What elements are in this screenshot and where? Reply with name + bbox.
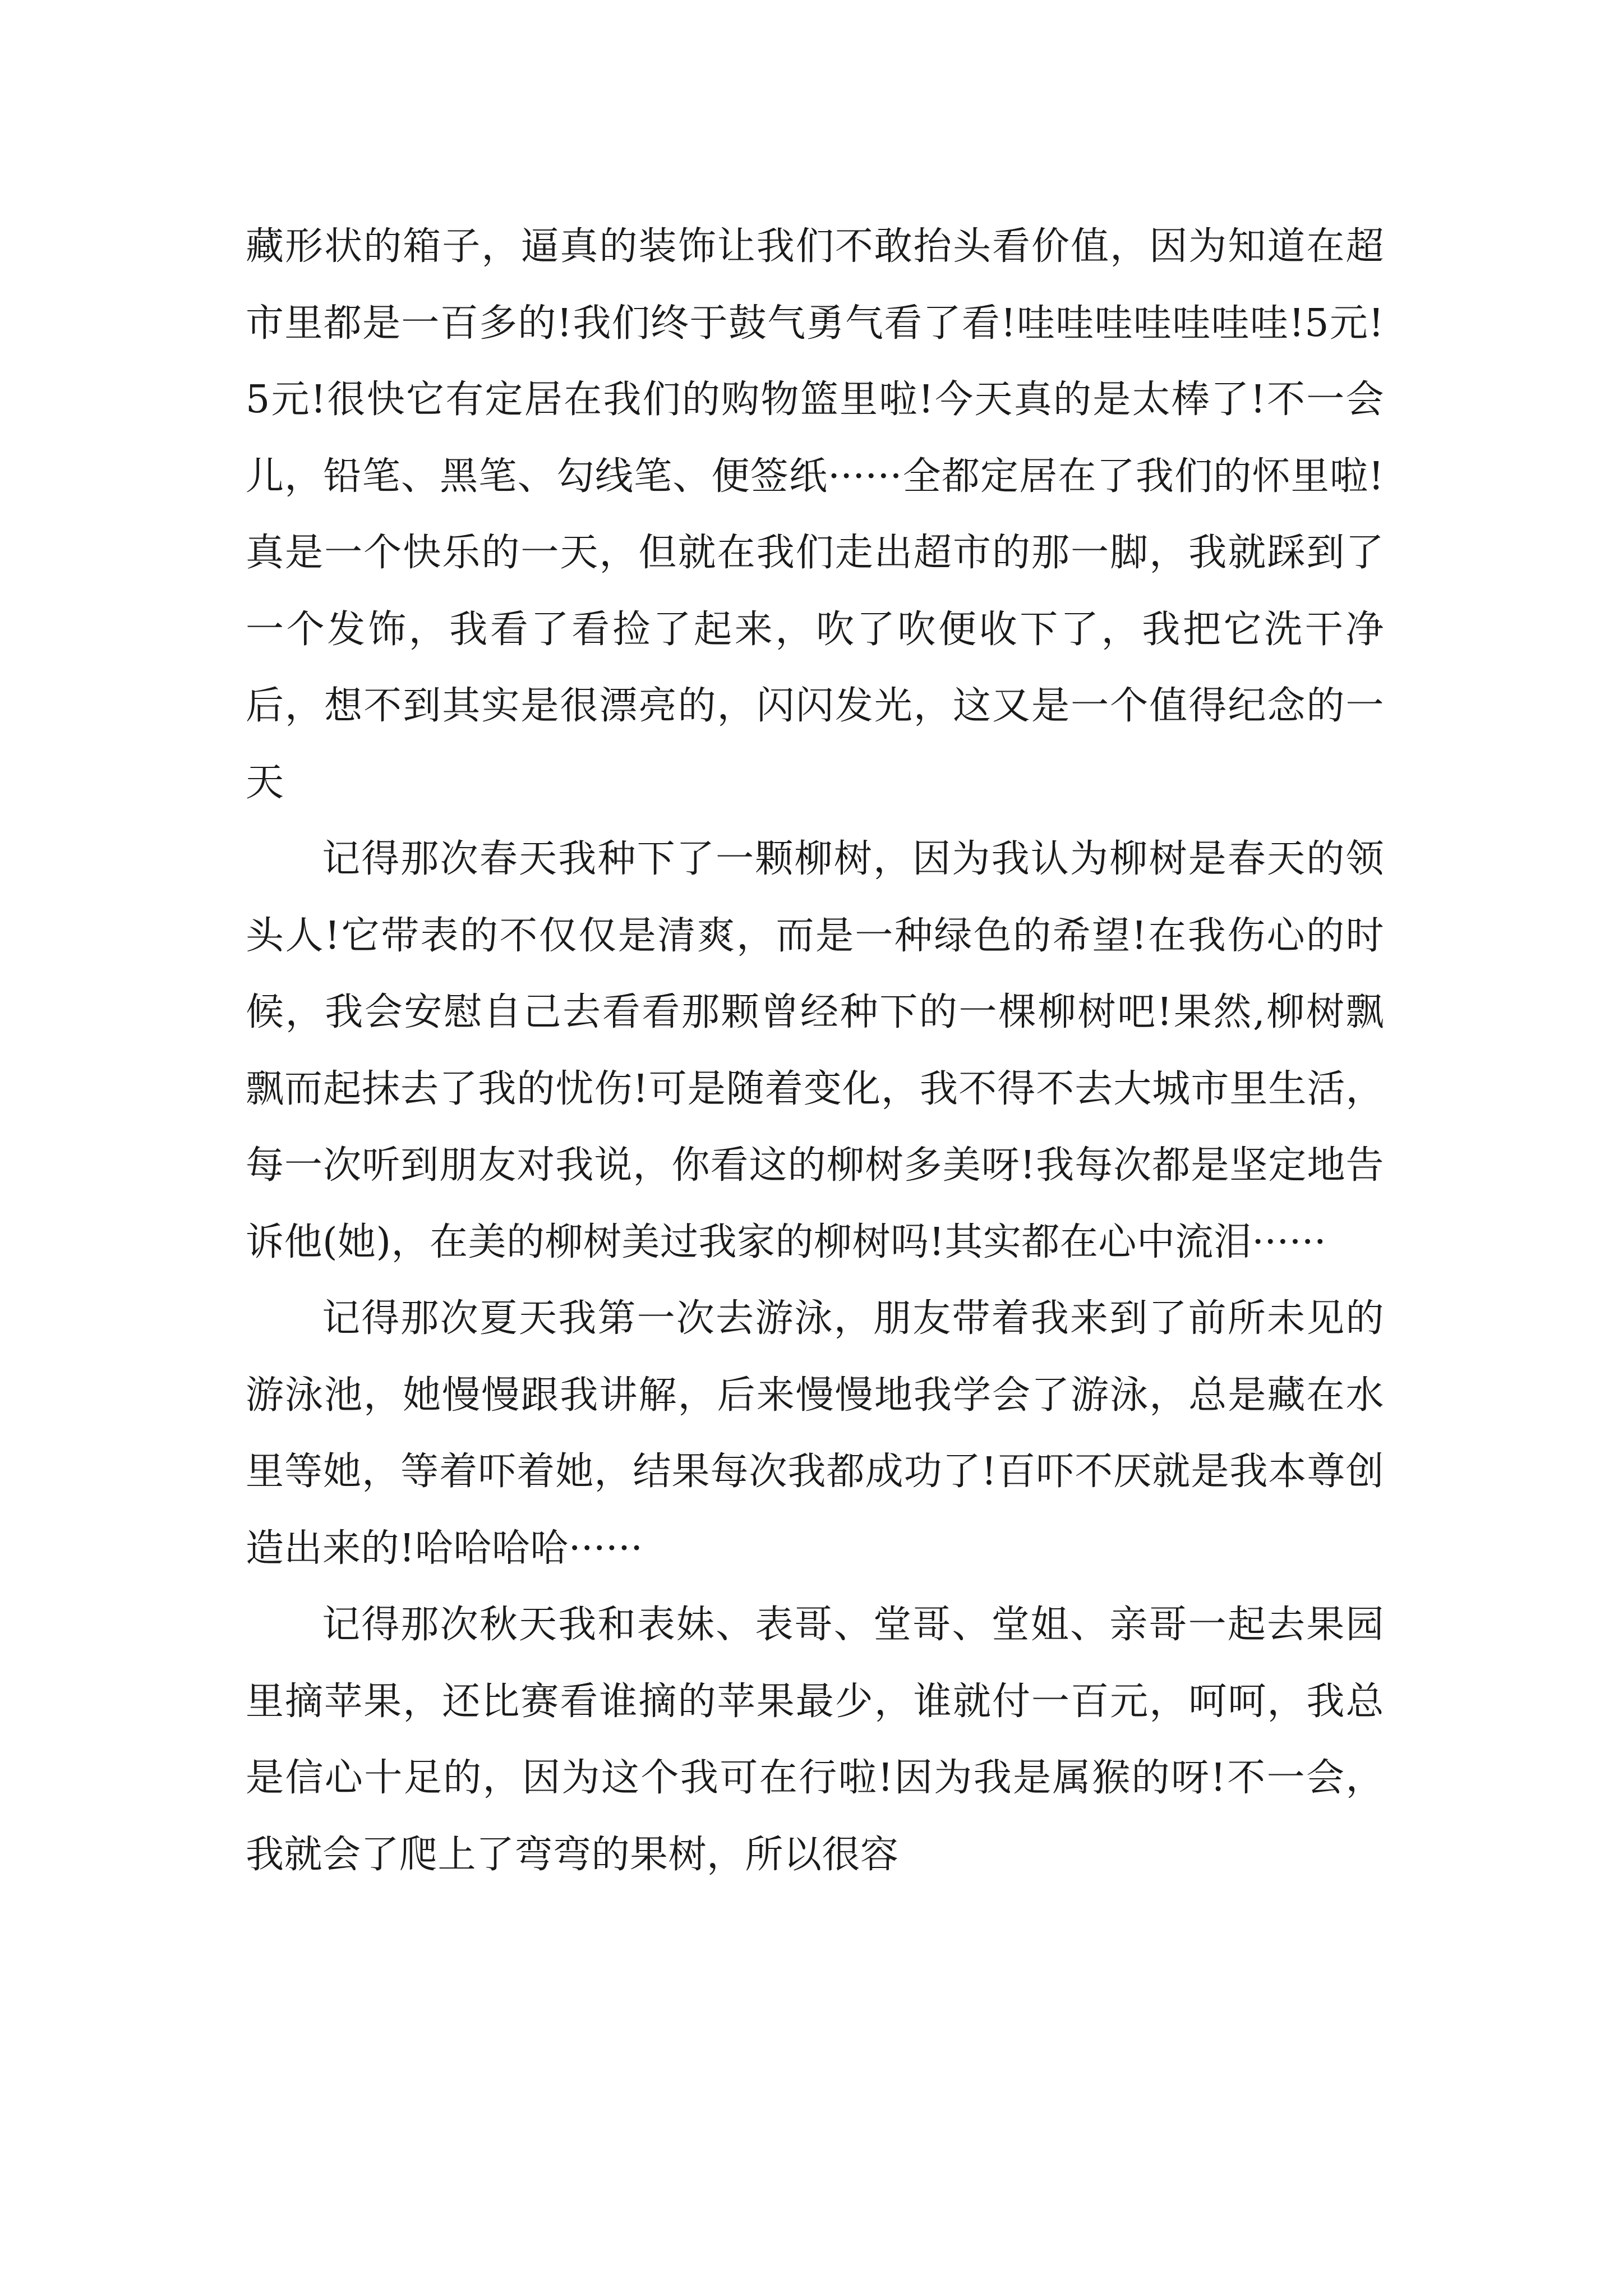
paragraph-3: 记得那次夏天我第一次去游泳，朋友带着我来到了前所未见的游泳池，她慢慢跟我讲解，后来慢慢地我学会了游泳，总是藏在水里等她，等着吓着她，结果每次我都成功了!百吓不厌就是我本尊创造出来的!哈哈哈哈······: [246, 1296, 1384, 1571]
article-body: [246, 209, 1384, 1893]
paragraph-1: 藏形状的箱子，逼真的装饰让我们不敢抬头看价值，因为知道在超市里都是一百多的!我们终于鼓气勇气看了看!哇哇哇哇哇哇哇!5元!5元!很快它有定居在我们的购物篮里啦!今天真的是太棒了!不一会儿，铅笔、黑笔、勾线笔、便签纸······全都定居在了我们的怀里啦!真是一个快乐的一天，但就在我们走出超市的那一脚，我就踩到了一个发饰，我看了看捡了起来，吹了吹便收下了，我把它洗干净后，想不到其实是很漂亮的，闪闪发光，这又是一个值得纪念的一天: [246, 224, 1384, 805]
paragraph-2: 记得那次春天我种下了一颗柳树，因为我认为柳树是春天的领头人!它带表的不仅仅是清爽，而是一种绿色的希望!在我伤心的时候，我会安慰自己去看看那颗曾经种下的一棵柳树吧!果然,柳树飘飘而起抹去了我的忧伤!可是随着变化，我不得不去大城市里生活，每一次听到朋友对我说，你看这的柳树多美呀!我每次都是坚定地告诉他(她)，在美的柳树美过我家的柳树吗!其实都在心中流泪······: [246, 837, 1384, 1264]
paragraph-4: 记得那次秋天我和表妹、表哥、堂哥、堂姐、亲哥一起去果园里摘苹果，还比赛看谁摘的苹果最少，谁就付一百元，呵呵，我总是信心十足的，因为这个我可在行啦!因为我是属猴的呀!不一会，我就会了爬上了弯弯的果树，所以很容: [246, 1603, 1384, 1877]
